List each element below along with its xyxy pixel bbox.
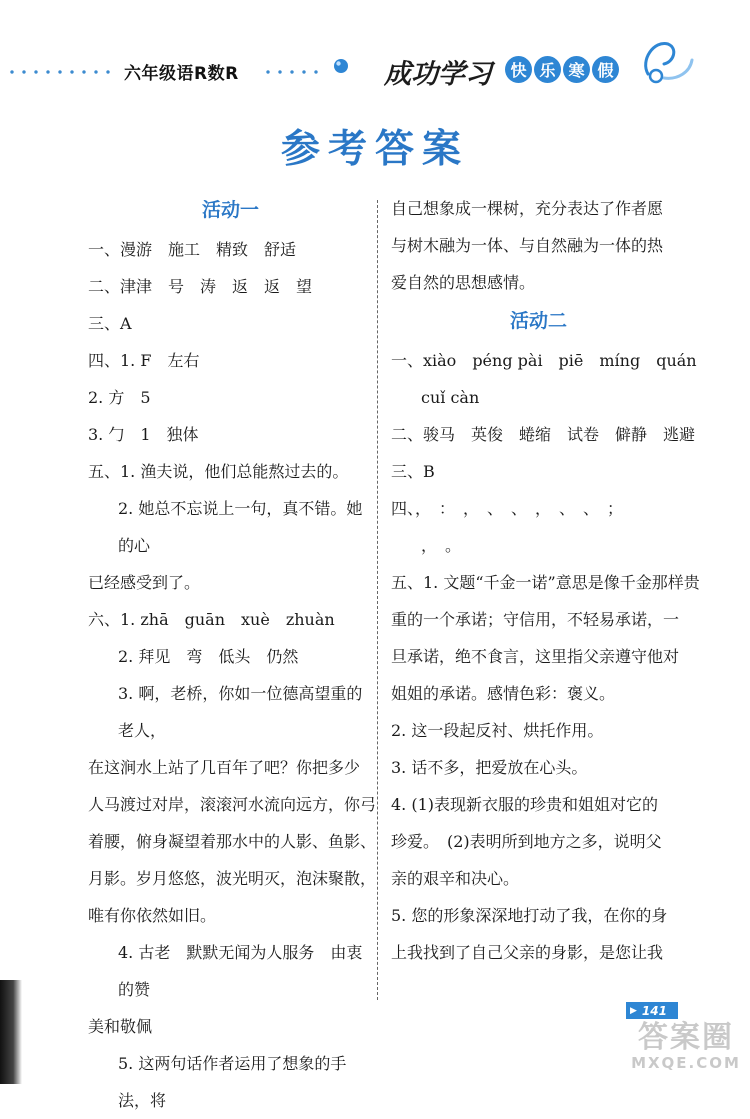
answer-line: 一、漫游 施工 精致 舒适 bbox=[88, 240, 297, 259]
answer-line: 5. 您的形象深深地打动了我，在你的身 bbox=[391, 906, 668, 925]
answer-line: 人马渡过对岸，滚滚河水流向远方，你弓 bbox=[88, 795, 377, 814]
watermark-logo-text: 答案圈 bbox=[638, 1020, 734, 1055]
answer-line: 一、xiào péng pài piē míng quán bbox=[391, 351, 697, 370]
page-header bbox=[0, 0, 750, 110]
answer-line: 在这涧水上站了几百年了吧？你把多少 bbox=[88, 758, 361, 777]
badge: 寒 bbox=[563, 56, 590, 83]
page-corner-shadow bbox=[0, 980, 22, 1084]
page-title: 参考答案 bbox=[280, 127, 469, 172]
answer-line: 月影。岁月悠悠，波光明灭，泡沫聚散， bbox=[88, 869, 377, 888]
answer-line: 3. 啊，老桥，你如一位德高望重的老人， bbox=[118, 684, 363, 740]
answer-line: 亲的艰辛和决心。 bbox=[391, 869, 520, 888]
answer-line: 美和敬佩 bbox=[88, 1017, 153, 1036]
answer-line: 三、A bbox=[88, 314, 132, 333]
answer-line: 3. 勹 1 独体 bbox=[88, 425, 199, 444]
answer-line: 4. (1)表现新衣服的珍贵和姐姐对它的 bbox=[391, 795, 659, 814]
swirl-deco-icon bbox=[634, 30, 698, 90]
dotted-rule-mid bbox=[262, 70, 326, 74]
watermark-url: MXQE.COM bbox=[631, 1054, 741, 1072]
right-column bbox=[391, 190, 700, 971]
answer-line: 唯有你依然如旧。 bbox=[88, 906, 217, 925]
watermark bbox=[626, 1022, 746, 1072]
answer-line: 与树木融为一体、与自然融为一体的热 bbox=[391, 236, 664, 255]
answer-line: 四、， ： ， 、 、 ， 、 、 ； bbox=[391, 499, 624, 518]
sparkle-ball-icon bbox=[332, 57, 350, 75]
brand-title: 成功学习 bbox=[384, 59, 492, 90]
grade-label: 六年级语R数R bbox=[124, 64, 239, 84]
dotted-rule-left bbox=[6, 70, 114, 74]
section-heading: 活动二 bbox=[509, 310, 567, 332]
answer-line: 六、1. zhā guān xuè zhuàn bbox=[88, 610, 335, 629]
column-divider bbox=[377, 200, 379, 1000]
answer-line: 爱自然的思想感情。 bbox=[391, 273, 536, 292]
answer-line: 四、1. F 左右 bbox=[88, 351, 200, 370]
brand-badges bbox=[505, 56, 621, 83]
answer-line: 重的一个承诺；守信用，不轻易承诺，一 bbox=[391, 610, 680, 629]
left-column bbox=[88, 190, 377, 1119]
answer-line: ， 。 bbox=[421, 536, 462, 555]
answer-line: 珍爱。 (2)表明所到地方之多，说明父 bbox=[391, 832, 662, 851]
answer-line: 五、1. 渔夫说，他们总能熬过去的。 bbox=[88, 462, 349, 481]
section-heading: 活动一 bbox=[201, 199, 259, 221]
answer-line: 2. 拜见 弯 低头 仍然 bbox=[118, 647, 299, 666]
answer-line: 自己想象成一棵树，充分表达了作者愿 bbox=[391, 199, 664, 218]
answer-line: 姐姐的承诺。感情色彩：褒义。 bbox=[391, 684, 616, 703]
answer-line: cuǐ càn bbox=[421, 388, 480, 407]
play-triangle-icon: ▶ bbox=[630, 1005, 637, 1016]
answer-line: 二、津津 号 涛 返 返 望 bbox=[88, 277, 313, 296]
answer-line: 5. 这两句话作者运用了想象的手法，将 bbox=[118, 1054, 347, 1110]
answer-line: 2. 她总不忘说上一句，真不错。她的心 bbox=[118, 499, 363, 555]
answer-line: 三、B bbox=[391, 462, 435, 481]
answer-line: 2. 方 5 bbox=[88, 388, 151, 407]
page-number-tag bbox=[626, 1002, 678, 1019]
page-number: 141 bbox=[641, 1003, 667, 1018]
answer-line: 着腰，俯身凝望着那水中的人影、鱼影、 bbox=[88, 832, 377, 851]
badge: 假 bbox=[592, 56, 619, 83]
answer-line: 已经感受到了。 bbox=[88, 573, 201, 592]
answer-line: 旦承诺，绝不食言，这里指父亲遵守他对 bbox=[391, 647, 680, 666]
badge: 快 bbox=[505, 56, 532, 83]
answer-line: 五、1. 文题“千金一诺”意思是像千金那样贵 bbox=[391, 573, 700, 592]
answer-line: 2. 这一段起反衬、烘托作用。 bbox=[391, 721, 604, 740]
answer-line: 上我找到了自己父亲的身影，是您让我 bbox=[391, 943, 664, 962]
badge: 乐 bbox=[534, 56, 561, 83]
answer-line: 二、骏马 英俊 蜷缩 试卷 僻静 逃避 bbox=[391, 425, 696, 444]
answer-line: 4. 古老 默默无闻为人服务 由衷的赞 bbox=[118, 943, 363, 999]
answer-line: 3. 话不多，把爱放在心头。 bbox=[391, 758, 588, 777]
